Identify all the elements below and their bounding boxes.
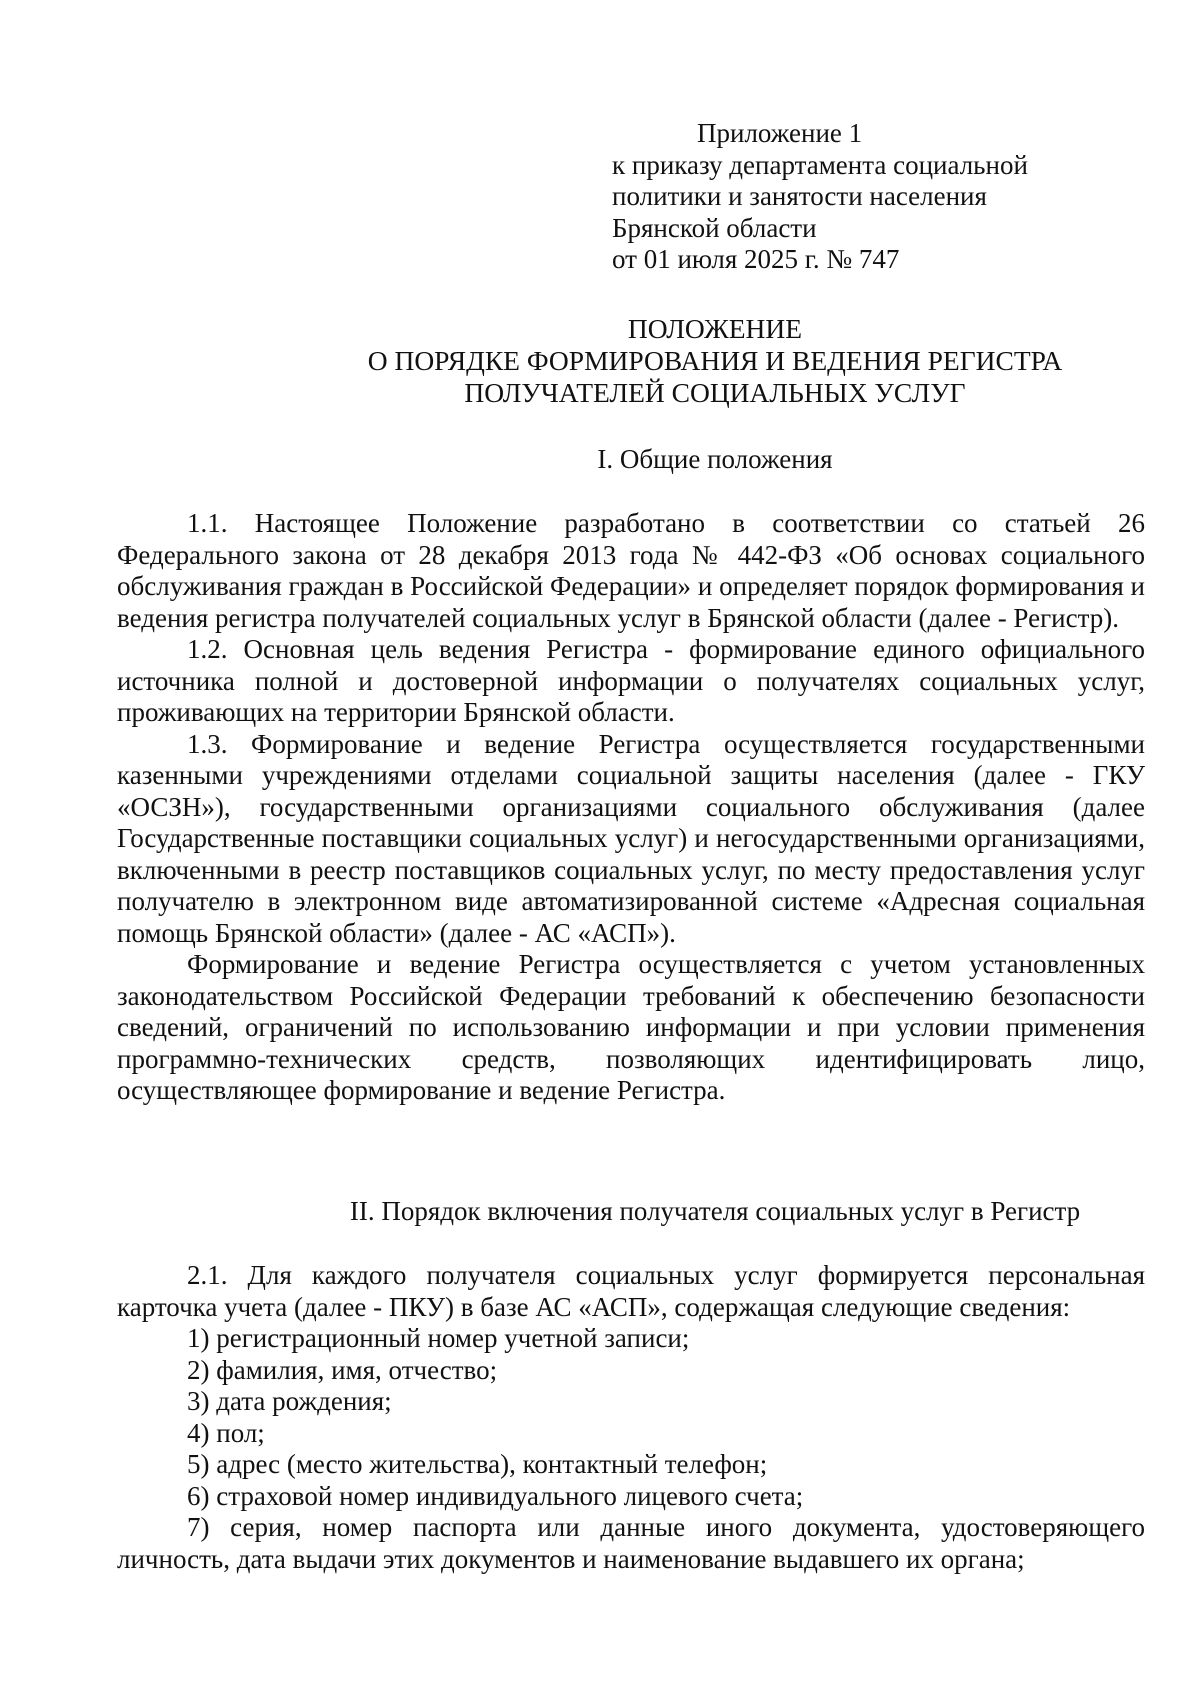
title-line-1: ПОЛОЖЕНИЕ bbox=[627, 313, 803, 344]
section-2-heading: II. Порядок включения получателя социальных услуг в Регистр bbox=[349, 1196, 1081, 1226]
paragraph-2-1: 2.1. Для каждого получателя социальных услуг формируется персональная карточка учета (далее - ПКУ) в базе АС «АСП», содержащая следующие сведения: bbox=[117, 1260, 1145, 1322]
section-1-heading: I. Общие положения bbox=[597, 444, 833, 474]
list-item: 6) страховой номер индивидуального лицевого счета; bbox=[187, 1480, 804, 1511]
document-title bbox=[0, 313, 1200, 409]
paragraph-1-3-cont: Формирование и ведение Регистра осуществляется с учетом установленных законодательством Российской Федерации требований к обеспечению безопасности сведений, ограничений по использованию информации и при условии применения программно-технических средств, позволяющих идентифицировать лицо, осуществляющее формирование и ведение Регистра. bbox=[117, 949, 1145, 1105]
appendix-order-ref: к приказу департамента социальной bbox=[612, 149, 1028, 180]
list-item: 2) фамилия, имя, отчество; bbox=[187, 1354, 498, 1385]
title-line-2: О ПОРЯДКЕ ФОРМИРОВАНИЯ И ВЕДЕНИЯ РЕГИСТРА bbox=[367, 345, 1063, 376]
paragraph-1-1: 1.1. Настоящее Положение разработано в соответствии со статьей 26 Федерального закона от 28 декабря 2013 года № 442-ФЗ «Об основах социального обслуживания граждан в Российской Федерации» и определяет порядок формирования и ведения регистра получателей социальных услуг в Брянской области (далее - Регистр). bbox=[117, 508, 1145, 633]
appendix-header bbox=[612, 118, 1132, 276]
section-1-body bbox=[117, 508, 1145, 1107]
title-line-3: ПОЛУЧАТЕЛЕЙ СОЦИАЛЬНЫХ УСЛУГ bbox=[464, 377, 966, 408]
appendix-department: политики и занятости населения bbox=[612, 181, 987, 211]
section-2-body bbox=[117, 1260, 1145, 1575]
list-item: 7) серия, номер паспорта или данные иного документа, удостоверяющего личность, дата выдачи этих документов и наименование выдавшего их органа; bbox=[117, 1512, 1145, 1574]
paragraph-1-3: 1.3. Формирование и ведение Регистра осуществляется государственными казенными учреждениями отделами социальной защиты населения (далее - ГКУ «ОСЗН»), государственными организациями социального обслуживания (далее Государственные поставщики социальных услуг) и негосударственными организациями, включенными в реестр поставщиков социальных услуг, по месту предоставления услуг получателю в электронном виде автоматизированной системе «Адресная социальная помощь Брянской области» (далее - АС «АСП»). bbox=[117, 728, 1145, 948]
appendix-region: Брянской области bbox=[612, 212, 817, 243]
appendix-number: Приложение 1 bbox=[697, 118, 863, 148]
list-item: 3) дата рождения; bbox=[187, 1386, 392, 1416]
list-item: 4) пол; bbox=[187, 1417, 265, 1448]
list-item: 5) адрес (место жительства), контактный телефон; bbox=[187, 1449, 768, 1479]
list-item: 1) регистрационный номер учетной записи; bbox=[187, 1323, 690, 1353]
appendix-date-number: от 01 июля 2025 г. № 747 bbox=[612, 244, 900, 274]
paragraph-1-2: 1.2. Основная цель ведения Регистра - формирование единого официального источника полной и достоверной информации о получателях социальных услуг, проживающих на территории Брянской области. bbox=[117, 634, 1145, 727]
